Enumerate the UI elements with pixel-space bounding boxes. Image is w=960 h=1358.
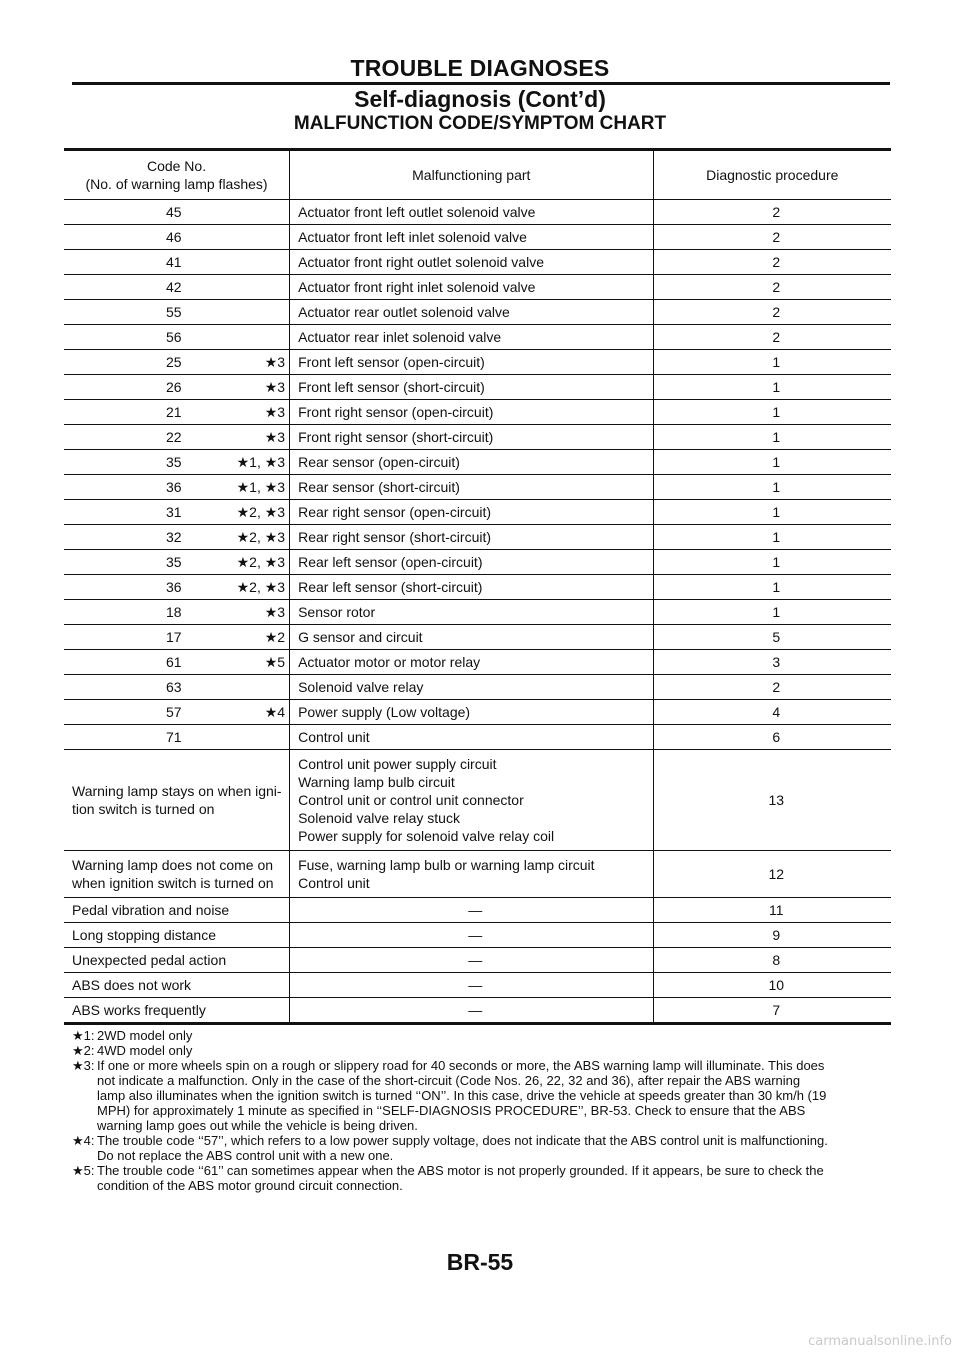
malfunctioning-part-cell: Rear left sensor (open-circuit) (290, 550, 653, 575)
code-box (72, 253, 289, 271)
code-cell (64, 500, 290, 525)
code-box (72, 528, 289, 546)
table-row (64, 450, 891, 475)
table-row (64, 851, 891, 898)
code-cell (64, 525, 290, 550)
procedure-cell: 1 (653, 400, 891, 425)
code-cell (64, 325, 290, 350)
code-number: 57 (166, 704, 182, 720)
code-number: 31 (166, 504, 182, 520)
procedure-cell: 3 (653, 650, 891, 675)
procedure-cell: 6 (653, 725, 891, 750)
code-box (72, 453, 289, 471)
code-number: 36 (166, 579, 182, 595)
code-box (72, 353, 289, 371)
star-note-ref: ★2, ★3 (236, 529, 286, 545)
malfunctioning-part-cell (290, 851, 653, 898)
code-number: 45 (166, 204, 182, 220)
watermark: carmanualsonline.info (808, 1334, 952, 1349)
footnote (72, 1058, 890, 1133)
chart-title: MALFUNCTION CODE/SYMPTOM CHART (293, 113, 667, 134)
code-number: 56 (166, 329, 182, 345)
code-cell (64, 600, 290, 625)
header-code-line1: Code No. (146, 158, 207, 174)
symptom-line: Warning lamp stays on when igni- (72, 783, 282, 799)
code-number: 61 (166, 654, 182, 670)
procedure-cell: 8 (653, 948, 891, 973)
table-row (64, 650, 891, 675)
table-row (64, 973, 891, 998)
table-row (64, 225, 891, 250)
procedure-cell: 2 (653, 250, 891, 275)
table-row (64, 475, 891, 500)
code-box (72, 728, 289, 746)
table-row (64, 575, 891, 600)
procedure-cell: 2 (653, 675, 891, 700)
malfunctioning-part-cell: Front right sensor (open-circuit) (290, 400, 653, 425)
symptom-cell: Unexpected pedal action (64, 948, 290, 973)
header-code-line2: (No. of warning lamp flashes) (85, 176, 268, 192)
code-number: 55 (166, 304, 182, 320)
part-line: Control unit or control unit connector (298, 792, 524, 808)
footnote-line: condition of the ABS motor ground circuit connection. (97, 1178, 403, 1193)
star-note-ref: ★5 (264, 654, 286, 670)
code-cell (64, 575, 290, 600)
header-code-cell (64, 150, 290, 200)
star-note-ref: ★2, ★3 (236, 554, 286, 570)
malfunctioning-part-cell: — (290, 898, 653, 923)
malfunctioning-part-cell: Front right sensor (short-circuit) (290, 425, 653, 450)
footnote-line: 4WD model only (97, 1043, 193, 1058)
malfunctioning-part-cell: Actuator motor or motor relay (290, 650, 653, 675)
malfunctioning-part-cell: — (290, 973, 653, 998)
code-cell (64, 425, 290, 450)
part-line: Control unit (298, 875, 370, 891)
code-cell (64, 400, 290, 425)
code-box (72, 578, 289, 596)
footnote-line: MPH) for approximately 1 minute as specified in ‘‘SELF-DIAGNOSIS PROCEDURE’’, BR-53. Check to ensure that the ABS (97, 1103, 806, 1118)
code-box (72, 428, 289, 446)
star-note-ref: ★1, ★3 (236, 454, 286, 470)
code-number: 35 (166, 554, 182, 570)
subsection-title: Self-diagnosis (Cont’d) (354, 86, 606, 112)
procedure-cell: 1 (653, 575, 891, 600)
code-cell (64, 700, 290, 725)
procedure-cell: 7 (772, 1002, 781, 1018)
malfunctioning-part-cell: Front left sensor (short-circuit) (290, 375, 653, 400)
malfunctioning-part-cell: Control unit (290, 725, 653, 750)
code-cell (64, 350, 290, 375)
code-number: 17 (166, 629, 182, 645)
symptom-cell: Long stopping distance (64, 923, 290, 948)
footnote (72, 1163, 890, 1193)
malfunctioning-part-cell: Actuator rear outlet solenoid valve (290, 300, 653, 325)
code-number: 46 (166, 229, 182, 245)
footnote (72, 1028, 890, 1043)
code-cell (64, 650, 290, 675)
procedure-cell: 2 (653, 200, 891, 225)
malfunctioning-part-cell: Solenoid valve relay (290, 675, 653, 700)
table-row (64, 725, 891, 750)
code-number: 32 (166, 529, 182, 545)
malfunction-code-table (64, 148, 891, 1025)
table-row (64, 923, 891, 948)
code-box (72, 278, 289, 296)
code-number: 42 (166, 279, 182, 295)
footnote (72, 1133, 890, 1163)
procedure-cell: 1 (653, 500, 891, 525)
code-number: 35 (166, 454, 182, 470)
malfunctioning-part-cell: Actuator front right inlet solenoid valve (290, 275, 653, 300)
symptom-line: when ignition switch is turned on (72, 875, 274, 891)
malfunctioning-part-cell: — (290, 948, 653, 973)
code-box (72, 553, 289, 571)
malfunctioning-part-cell: Front left sensor (open-circuit) (290, 350, 653, 375)
table-row (64, 400, 891, 425)
symptom-cell: ABS does not work (64, 973, 290, 998)
star-note-ref: ★3 (264, 379, 286, 395)
table-row (64, 250, 891, 275)
code-box (72, 228, 289, 246)
procedure-cell: 13 (653, 750, 891, 851)
malfunctioning-part-cell: Actuator front right outlet solenoid valve (290, 250, 653, 275)
symptom-cell: Pedal vibration and noise (64, 898, 290, 923)
code-cell (64, 300, 290, 325)
code-cell (64, 200, 290, 225)
star-note-ref: ★1, ★3 (236, 479, 286, 495)
part-line: Warning lamp bulb circuit (298, 774, 455, 790)
table-row (64, 525, 891, 550)
procedure-cell: 2 (653, 225, 891, 250)
procedure-cell: 1 (653, 475, 891, 500)
footnote-line: Do not replace the ABS control unit with a new one. (97, 1148, 394, 1163)
part-line: Solenoid valve relay stuck (298, 810, 460, 826)
code-cell (64, 625, 290, 650)
procedure-cell: 2 (653, 325, 891, 350)
star-note-ref: ★2, ★3 (236, 579, 286, 595)
code-number: 36 (166, 479, 182, 495)
procedure-cell: 2 (653, 300, 891, 325)
footnote-label: ★2: (72, 1043, 95, 1058)
malfunctioning-part-cell: Sensor rotor (290, 600, 653, 625)
procedure-cell: 1 (653, 375, 891, 400)
table-row (64, 275, 891, 300)
part-line: Power supply for solenoid valve relay coil (298, 828, 555, 844)
code-number: 22 (166, 429, 182, 445)
part-line: Control unit power supply circuit (298, 756, 497, 772)
table-row (64, 600, 891, 625)
malfunctioning-part-cell (290, 750, 653, 851)
code-box (72, 703, 289, 721)
symptom-line: Warning lamp does not come on (72, 857, 274, 873)
code-number: 63 (166, 679, 182, 695)
footnote-line: The trouble code ‘‘57’’, which refers to a low power supply voltage, does not indicate that the ABS control unit is malfunctioning. (97, 1133, 828, 1148)
table-row (64, 500, 891, 525)
code-number: 71 (166, 729, 182, 745)
star-note-ref: ★4 (264, 704, 286, 720)
table-row (64, 675, 891, 700)
procedure-cell: 1 (653, 450, 891, 475)
table-row (64, 700, 891, 725)
malfunctioning-part-cell: — (290, 998, 653, 1024)
footnote-label: ★1: (72, 1028, 95, 1043)
code-cell (64, 250, 290, 275)
table-row (64, 948, 891, 973)
code-box (72, 503, 289, 521)
procedure-cell: 12 (653, 851, 891, 898)
table-row (64, 550, 891, 575)
code-number: 25 (166, 354, 182, 370)
table-row (64, 998, 891, 1024)
header-part-cell: Malfunctioning part (290, 150, 653, 200)
code-cell (64, 275, 290, 300)
malfunctioning-part-cell: Actuator front left inlet solenoid valve (290, 225, 653, 250)
symptom-line: tion switch is turned on (72, 801, 215, 817)
star-note-ref: ★3 (264, 404, 286, 420)
code-box (72, 603, 289, 621)
table-row (64, 325, 891, 350)
table-row (64, 350, 891, 375)
footnote-label: ★4: (72, 1133, 95, 1148)
code-box (72, 328, 289, 346)
symptom-cell (64, 750, 290, 851)
star-note-ref: ★2, ★3 (236, 504, 286, 520)
procedure-cell: 5 (653, 625, 891, 650)
code-number: 21 (166, 404, 182, 420)
footnote (72, 1043, 890, 1058)
code-cell (64, 375, 290, 400)
malfunctioning-part-cell: Rear right sensor (short-circuit) (290, 525, 653, 550)
footnote-line: lamp also illuminates when the ignition switch is turned ‘‘ON’’. In this case, drive the vehicle at speeds greater than 30 km/h (19 (97, 1088, 827, 1103)
procedure-cell: 1 (653, 550, 891, 575)
procedure-cell: 1 (653, 600, 891, 625)
star-note-ref: ★3 (264, 429, 286, 445)
page-number: BR-55 (446, 1249, 514, 1275)
code-box (72, 678, 289, 696)
code-cell (64, 675, 290, 700)
code-box (72, 478, 289, 496)
footnote-line: If one or more wheels spin on a rough or slippery road for 40 seconds or more, the ABS warning lamp will illuminate. This does (97, 1058, 825, 1073)
symptom-cell (64, 851, 290, 898)
code-box (72, 378, 289, 396)
code-cell (64, 550, 290, 575)
code-cell (64, 450, 290, 475)
code-cell (64, 725, 290, 750)
section-title: TROUBLE DIAGNOSES (350, 55, 610, 81)
code-box (72, 303, 289, 321)
procedure-cell: 2 (653, 275, 891, 300)
part-line: Fuse, warning lamp bulb or warning lamp circuit (298, 857, 595, 873)
malfunctioning-part-cell: Actuator rear inlet solenoid valve (290, 325, 653, 350)
procedure-cell: 1 (653, 425, 891, 450)
malfunctioning-part-cell: Rear sensor (short-circuit) (290, 475, 653, 500)
footnote-label: ★3: (72, 1058, 95, 1073)
table-header-row (64, 150, 891, 200)
symptom-cell: ABS works frequently (72, 1002, 206, 1018)
star-note-ref: ★3 (264, 354, 286, 370)
malfunctioning-part-cell: Rear sensor (open-circuit) (290, 450, 653, 475)
table-row (64, 425, 891, 450)
procedure-cell: 4 (653, 700, 891, 725)
star-note-ref: ★3 (264, 604, 286, 620)
malfunctioning-part-cell: Actuator front left outlet solenoid valve (290, 200, 653, 225)
code-number: 18 (166, 604, 182, 620)
table-row (64, 375, 891, 400)
procedure-cell: 11 (653, 898, 891, 923)
table-row (64, 200, 891, 225)
table-row (64, 625, 891, 650)
malfunctioning-part-cell: G sensor and circuit (290, 625, 653, 650)
footnote-line: not indicate a malfunction. Only in the case of the short-circuit (Code Nos. 26, 22, 32 and 36), after repair the ABS warning (97, 1073, 801, 1088)
code-cell (64, 475, 290, 500)
footnote-line: warning lamp goes out while the vehicle is being driven. (97, 1118, 418, 1133)
procedure-cell: 9 (653, 923, 891, 948)
code-number: 26 (166, 379, 182, 395)
footnote-line: 2WD model only (97, 1028, 193, 1043)
code-box (72, 403, 289, 421)
table-row (64, 300, 891, 325)
footnote-line: The trouble code ‘‘61’’ can sometimes appear when the ABS motor is not properly grounded. If it appears, be sure to check the (97, 1163, 824, 1178)
code-cell (64, 225, 290, 250)
malfunctioning-part-cell: Power supply (Low voltage) (290, 700, 653, 725)
code-number: 41 (166, 254, 182, 270)
procedure-cell: 1 (653, 525, 891, 550)
table-row (64, 750, 891, 851)
procedure-cell: 1 (653, 350, 891, 375)
footnotes (72, 1028, 890, 1193)
malfunctioning-part-cell: Rear right sensor (open-circuit) (290, 500, 653, 525)
code-box (72, 628, 289, 646)
header-procedure-cell: Diagnostic procedure (653, 150, 891, 200)
footnote-label: ★5: (72, 1163, 95, 1178)
star-note-ref: ★2 (264, 629, 286, 645)
table-row (64, 898, 891, 923)
code-box (72, 653, 289, 671)
code-box (72, 203, 289, 221)
malfunctioning-part-cell: — (290, 923, 653, 948)
malfunctioning-part-cell: Rear left sensor (short-circuit) (290, 575, 653, 600)
procedure-cell: 10 (653, 973, 891, 998)
